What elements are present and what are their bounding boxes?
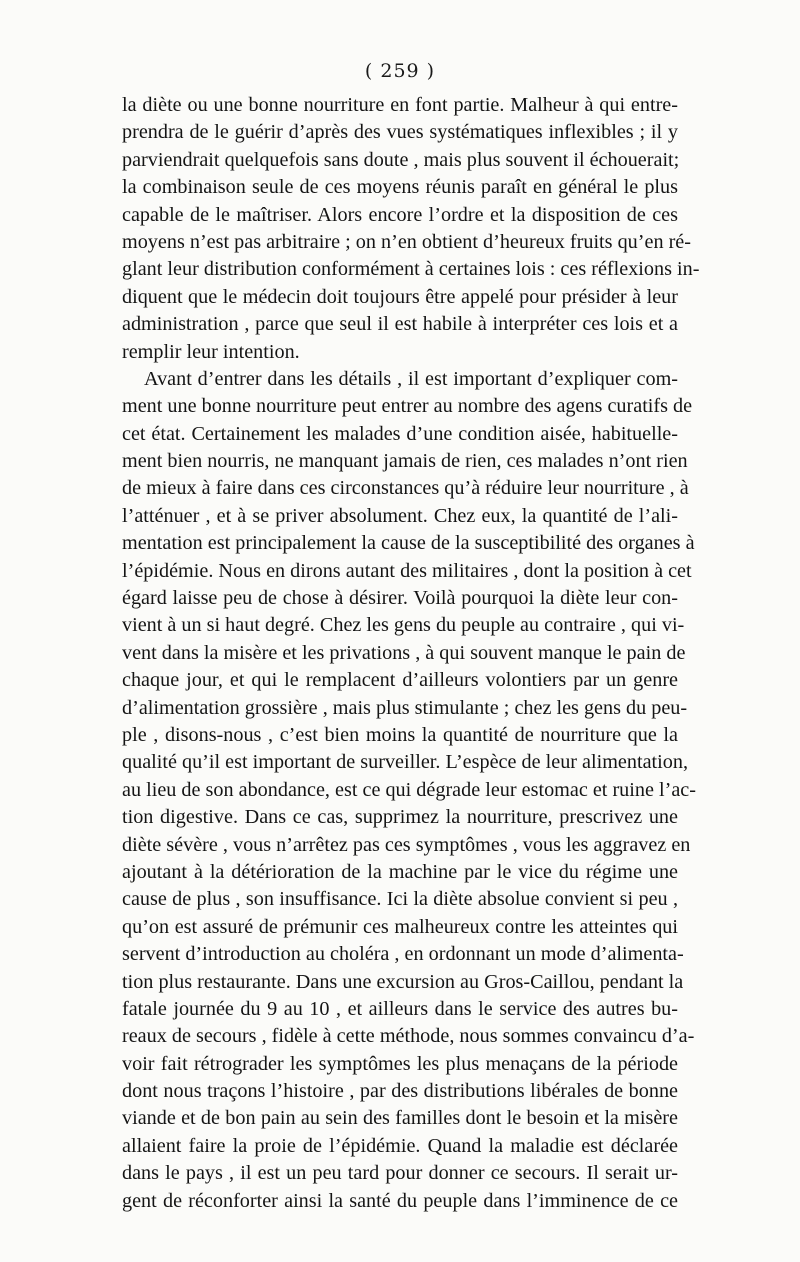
text-line: égard laisse peu de chose à désirer. Voilà pourquoi la diète leur con- bbox=[122, 587, 678, 610]
body-text bbox=[122, 92, 700, 1215]
text-line: la combinaison seule de ces moyens réunis paraît en général le plus bbox=[122, 176, 678, 199]
text-line: au lieu de son abondance, est ce qui dégrade leur estomac et ruine l’ac- bbox=[122, 778, 696, 801]
text-line: diète sévère , vous n’arrêtez pas ces symptômes , vous les aggravez en bbox=[122, 833, 691, 856]
text-line: qualité qu’il est important de surveiller. L’espèce de leur alimentation, bbox=[122, 751, 689, 774]
text-line: servent d’introduction au choléra , en ordonnant un mode d’alimenta- bbox=[122, 943, 684, 966]
text-line: viande et de bon pain au sein des familles dont le besoin et la misère bbox=[122, 1107, 678, 1130]
text-line: administration , parce que seul il est habile à interpréter ces lois et a bbox=[122, 313, 678, 336]
text-line: parviendrait quelquefois sans doute , mais plus souvent il échouerait; bbox=[122, 148, 680, 171]
text-line: capable de le maîtriser. Alors encore l’ordre et la disposition de ces bbox=[122, 203, 678, 226]
text-line: vent dans la misère et les privations , à qui souvent manque le pain de bbox=[122, 641, 686, 664]
text-line: ajoutant à la détérioration de la machine par le vice du régime une bbox=[122, 860, 678, 883]
text-line: allaient faire la proie de l’épidémie. Quand la maladie est déclarée bbox=[122, 1134, 678, 1157]
text-line: Avant d’entrer dans les détails , il est important d’expliquer com- bbox=[144, 367, 678, 390]
text-line: mentation est principalement la cause de la susceptibilité des organes à bbox=[122, 532, 695, 555]
text-line: chaque jour, et qui le remplacent d’ailleurs volontiers par un genre bbox=[122, 669, 678, 692]
text-line: dont nous traçons l’histoire , par des distributions libérales de bonne bbox=[122, 1080, 678, 1103]
text-line: l’épidémie. Nous en dirons autant des militaires , dont la position à cet bbox=[122, 559, 692, 582]
text-line: qu’on est assuré de prémunir ces malheureux contre les atteintes qui bbox=[122, 915, 678, 938]
paragraph bbox=[122, 92, 700, 366]
text-line: ment une bonne nourriture peut entrer au nombre des agens curatifs de bbox=[122, 395, 693, 418]
text-line: voir fait rétrograder les symptômes les plus menaçans de la période bbox=[122, 1052, 678, 1075]
text-line: de mieux à faire dans ces circonstances qu’à réduire leur nourriture , à bbox=[122, 477, 689, 500]
text-line: gent de réconforter ainsi la santé du peuple dans l’imminence de ce bbox=[122, 1189, 678, 1212]
text-line: ment bien nourris, ne manquant jamais de rien, ces malades n’ont rien bbox=[122, 450, 688, 473]
text-line: moyens n’est pas arbitraire ; on n’en obtient d’heureux fruits qu’en ré- bbox=[122, 230, 691, 253]
text-line: glant leur distribution conformément à certaines lois : ces réflexions in- bbox=[122, 258, 700, 281]
text-line: d’alimentation grossière , mais plus stimulante ; chez les gens du peu- bbox=[122, 696, 688, 719]
text-line: tion plus restaurante. Dans une excursion au Gros-Caillou, pendant la bbox=[122, 970, 684, 993]
text-line: cause de plus , son insuffisance. Ici la diète absolue convient si peu , bbox=[122, 888, 678, 911]
text-line: la diète ou une bonne nourriture en font partie. Malheur à qui entre- bbox=[122, 94, 678, 116]
text-line: cet état. Certainement les malades d’une condition aisée, habituelle- bbox=[122, 422, 678, 445]
text-line: fatale journée du 9 au 10 , et ailleurs dans le service des autres bu- bbox=[122, 997, 678, 1020]
text-line: dans le pays , il est un peu tard pour donner ce secours. Il serait ur- bbox=[122, 1162, 678, 1185]
text-line: tion digestive. Dans ce cas, supprimez la nourriture, prescrivez une bbox=[122, 806, 678, 829]
text-line: l’atténuer , et à se priver absolument. Chez eux, la quantité de l’ali- bbox=[122, 504, 678, 527]
paragraph bbox=[122, 366, 696, 1215]
text-line: prendra de le guérir d’après des vues systématiques inflexibles ; il y bbox=[122, 121, 678, 144]
text-line: reaux de secours , fidèle à cette méthode, nous sommes convaincu d’a- bbox=[122, 1025, 695, 1048]
page-number: ( 259 ) bbox=[364, 60, 436, 82]
text-line: remplir leur intention. bbox=[122, 340, 300, 363]
text-line: vient à un si haut degré. Chez les gens du peuple au contraire , qui vi- bbox=[122, 614, 685, 637]
text-line: diquent que le médecin doit toujours être appelé pour présider à leur bbox=[122, 285, 678, 308]
text-line: ple , disons-nous , c’est bien moins la quantité de nourriture que la bbox=[122, 723, 678, 746]
